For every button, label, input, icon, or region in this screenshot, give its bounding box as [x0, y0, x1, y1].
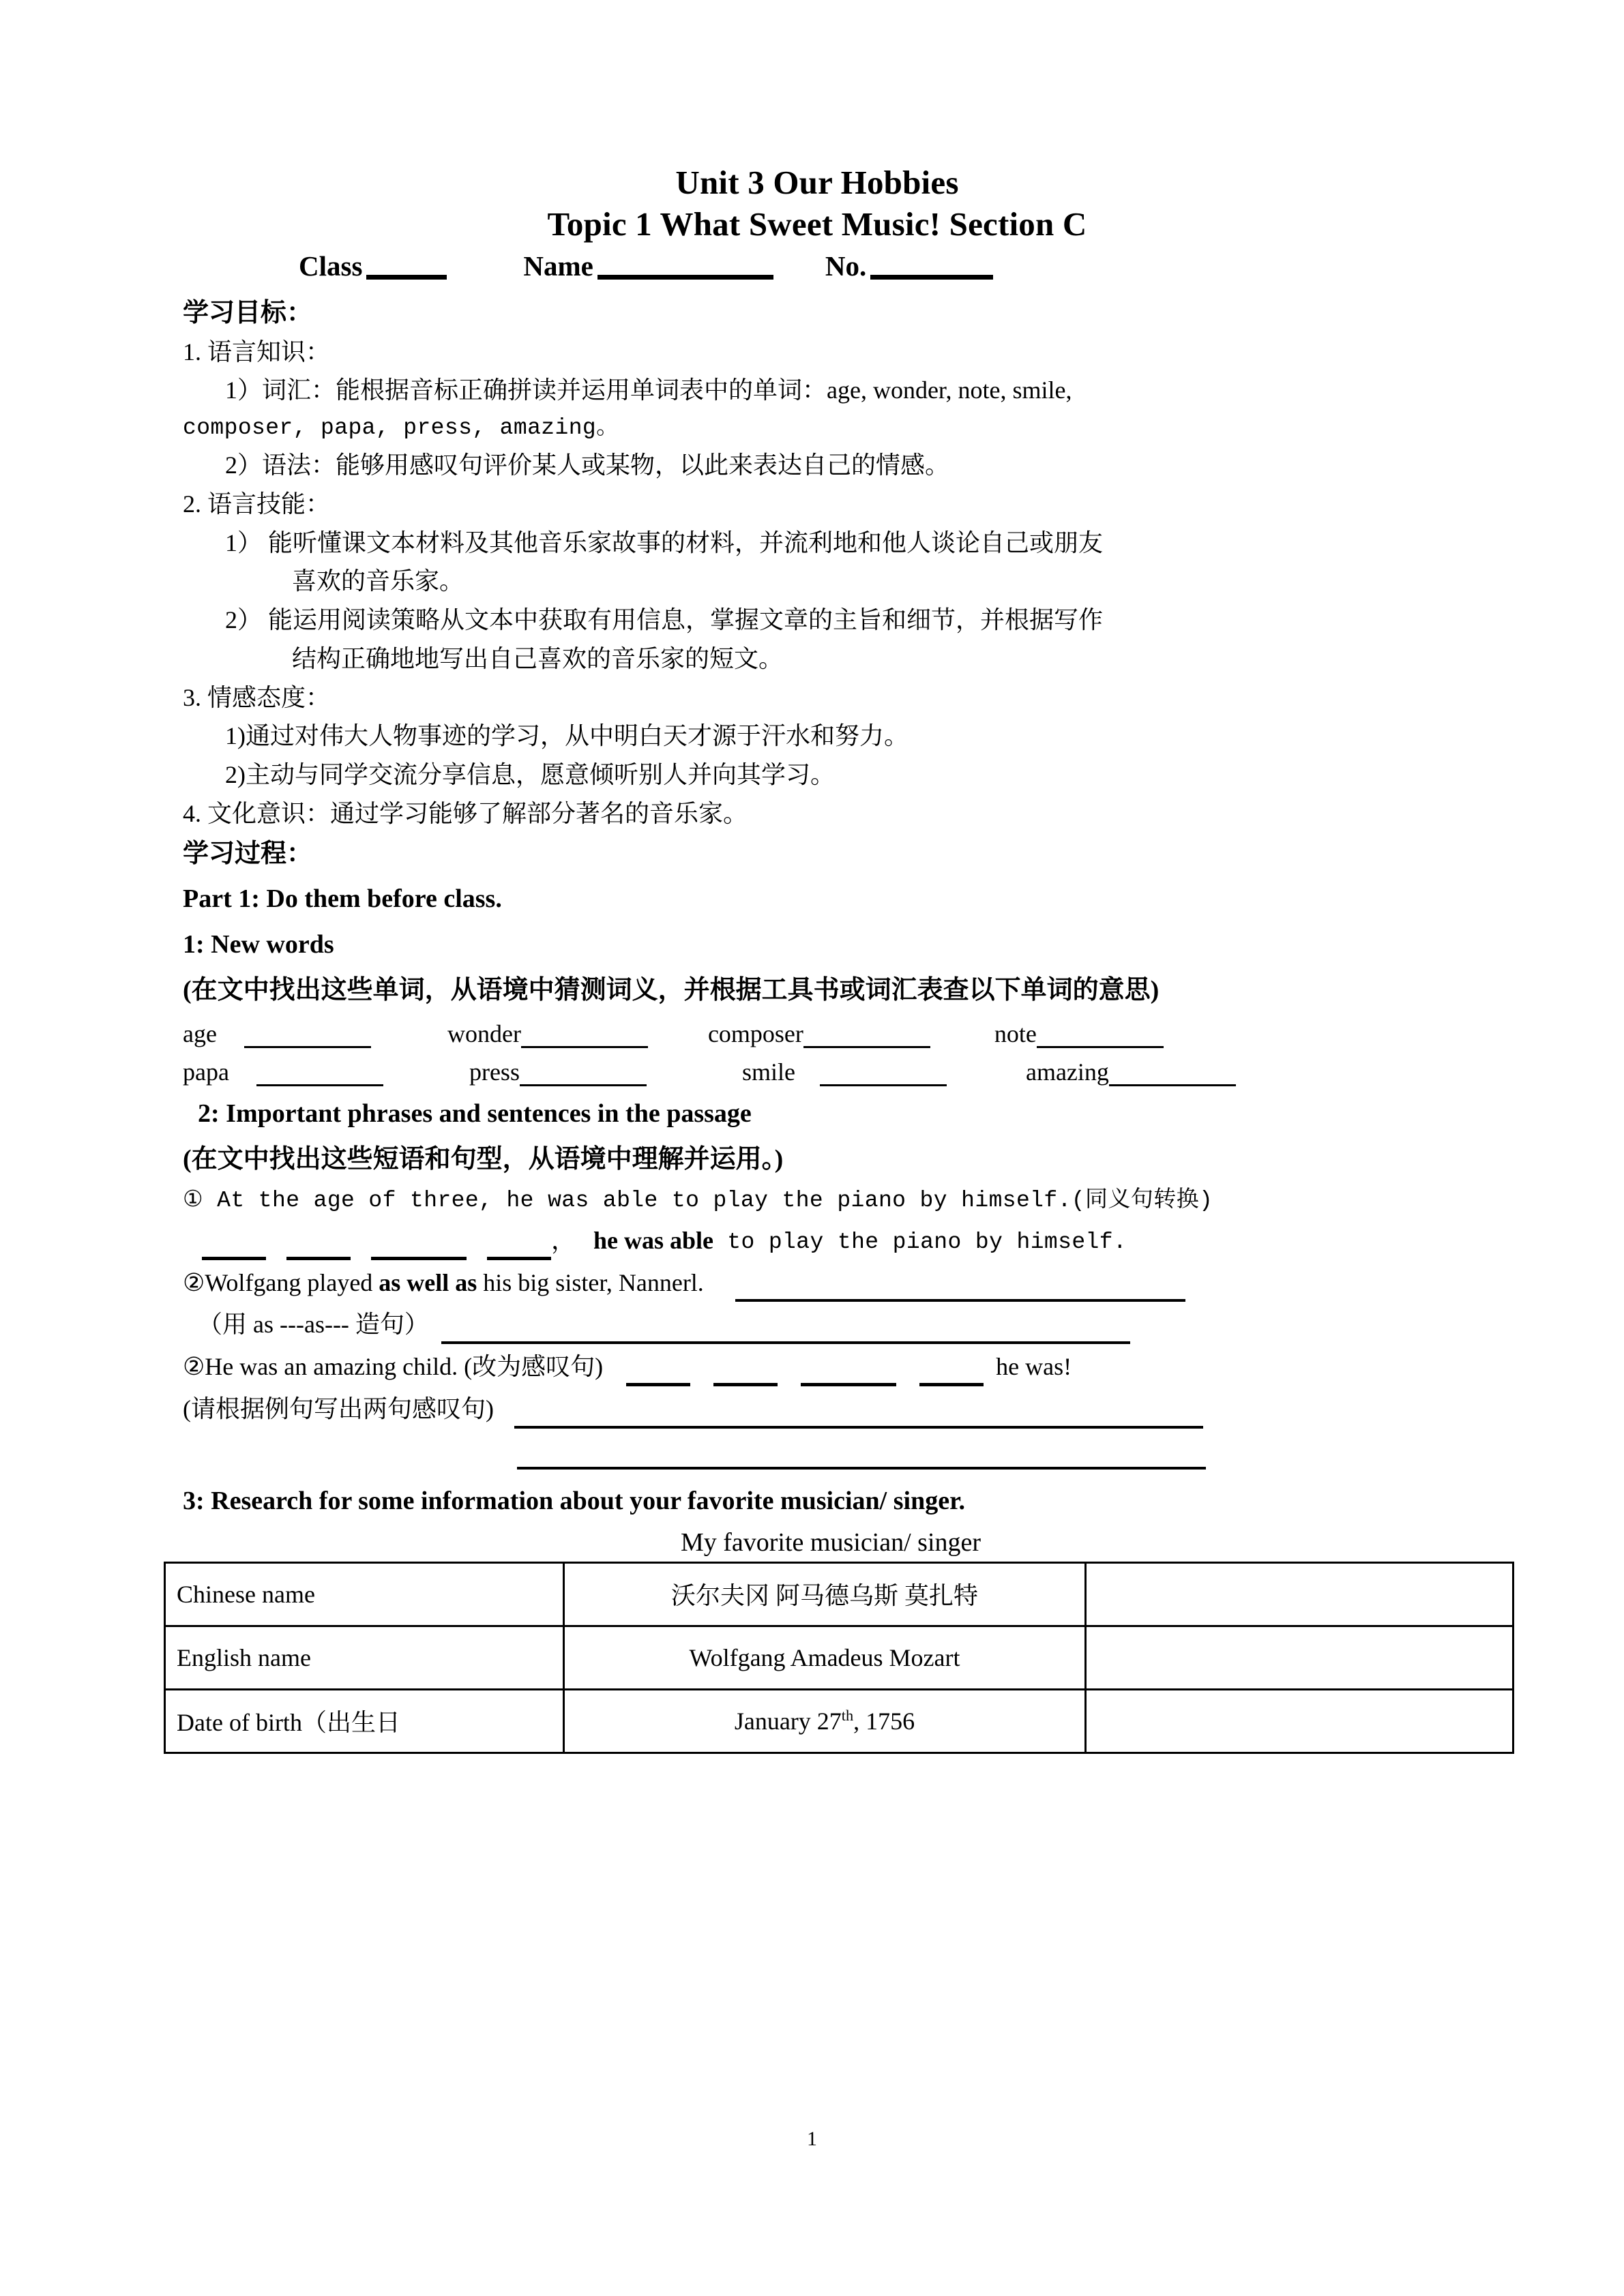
no-label: No.	[825, 250, 867, 282]
table-row	[165, 1689, 1514, 1753]
word-entry-composer	[708, 1019, 930, 1048]
q2-sub-as-pattern: as ---as---	[253, 1311, 349, 1339]
class-blank[interactable]	[366, 254, 447, 280]
table-cell-value-date[interactable]	[564, 1689, 1086, 1753]
table-caption: My favorite musician/ singer	[680, 1527, 981, 1557]
word-entry-papa	[183, 1058, 383, 1086]
table-cell-extra[interactable]	[1086, 1562, 1514, 1626]
q3-text: ②He was an amazing child. (改为感叹句)	[183, 1353, 604, 1381]
section-2-note: (在文中找出这些短语和句型，从语境中理解并运用。)	[183, 1144, 784, 1174]
musician-info-table	[164, 1562, 1514, 1754]
question-2-sub-line	[183, 1306, 1451, 1344]
table-row	[165, 1626, 1514, 1689]
question-1-text: ① At the age of three, he was able to play the piano by himself.	[183, 1187, 1072, 1213]
objective-item-1-sub-1: 1）词汇：能根据音标正确拼读并运用单词表中的单词：age, wonder, note, smile,	[225, 376, 1072, 404]
q2-answer-rule[interactable]	[735, 1279, 1185, 1302]
objective-item-3-sub-2: 2)主动与同学交流分享信息，愿意倾听别人并向其学习。	[225, 761, 835, 789]
date-year: , 1756	[853, 1707, 915, 1735]
question-2-line	[183, 1264, 1451, 1302]
q3-blank-4[interactable]	[919, 1365, 984, 1386]
table-cell-value[interactable]: Wolfgang Amadeus Mozart	[564, 1626, 1086, 1689]
word-blank-composer[interactable]	[803, 1028, 930, 1048]
objective-item-3: 3. 情感态度：	[183, 683, 331, 711]
objective-item-1-sub-1-continued: composer, papa, press, amazing。	[183, 415, 619, 441]
no-blank[interactable]	[870, 254, 993, 280]
q3-answer-rule-2[interactable]	[517, 1446, 1206, 1470]
word-label-smile: smile	[741, 1058, 795, 1086]
process-heading: 学习过程：	[183, 839, 313, 868]
word-entry-press	[469, 1058, 647, 1086]
word-label-note: note	[994, 1019, 1037, 1047]
word-blank-papa[interactable]	[256, 1067, 383, 1086]
date-text: January 27	[734, 1707, 842, 1735]
q1-blank-3[interactable]	[371, 1239, 467, 1260]
word-label-composer: composer	[707, 1019, 803, 1047]
page-content	[177, 164, 1451, 1754]
question-3-line	[183, 1348, 1451, 1386]
name-blank[interactable]	[597, 254, 773, 280]
word-blank-age[interactable]	[244, 1028, 371, 1048]
objective-item-2-sub-2-cont: 结构正确地地写出自己喜欢的音乐家的短文。	[292, 644, 784, 672]
word-entry-amazing	[1026, 1058, 1236, 1086]
section-3-heading: 3: Research for some information about your favorite musician/ singer.	[183, 1486, 965, 1515]
q2-sub-prefix: （用	[198, 1311, 254, 1339]
q3-blank-1[interactable]	[626, 1365, 690, 1386]
table-cell-extra[interactable]	[1086, 1626, 1514, 1689]
objective-item-4: 4. 文化意识：通过学习能够了解部分著名的音乐家。	[183, 799, 748, 827]
student-identity-row	[183, 250, 1451, 282]
q2-suffix: his big sister, Nannerl.	[477, 1268, 704, 1296]
objective-item-1-sub-2: 2）语法：能够用感叹句评价某人或某物，以此来表达自己的情感。	[225, 451, 950, 479]
name-label: Name	[523, 250, 593, 282]
section-1-note: (在文中找出这些单词，从语境中猜测词义，并根据工具书或词汇表查以下单词的意思)	[183, 975, 1160, 1004]
table-cell-label: English name	[165, 1626, 564, 1689]
q3-answer-rule-1[interactable]	[514, 1405, 1203, 1429]
page-title-line-1: Unit 3 Our Hobbies	[675, 164, 959, 201]
question-3-note-line-2	[183, 1446, 1451, 1470]
section-1-heading: 1: New words	[183, 929, 334, 959]
new-words-row-2	[183, 1058, 1451, 1086]
question-1-tag: (同义句转换)	[1071, 1187, 1213, 1213]
word-label-press: press	[469, 1058, 520, 1086]
q3-note: (请根据例句写出两句感叹句)	[183, 1395, 494, 1422]
word-blank-wonder[interactable]	[521, 1028, 648, 1048]
question-3-note-line	[183, 1390, 1451, 1429]
q2-sub-answer-rule[interactable]	[441, 1321, 1130, 1344]
new-words-row-1	[183, 1019, 1451, 1048]
word-label-papa: papa	[183, 1058, 229, 1086]
word-entry-smile	[742, 1058, 947, 1086]
word-entry-age	[183, 1019, 371, 1048]
word-blank-amazing[interactable]	[1109, 1067, 1236, 1086]
q3-tail: he was!	[996, 1353, 1072, 1381]
date-ordinal-suffix: th	[841, 1706, 854, 1724]
q1-blank-1[interactable]	[202, 1239, 266, 1260]
table-cell-label: Date of birth（出生日	[165, 1689, 564, 1753]
word-label-age: age	[183, 1019, 217, 1047]
objectives-heading: 学习目标：	[183, 298, 313, 327]
page-title-line-2: Topic 1 What Sweet Music! Section C	[547, 205, 1087, 243]
table-cell-extra[interactable]	[1086, 1689, 1514, 1753]
table-cell-label: Chinese name	[165, 1562, 564, 1626]
objective-item-2-sub-1: 1） 能听懂课文本材料及其他音乐家故事的材料，并流利地和他人谈论自己或朋友	[225, 528, 1104, 556]
page-number: 1	[807, 2128, 817, 2150]
word-blank-smile[interactable]	[820, 1067, 947, 1086]
word-blank-note[interactable]	[1037, 1028, 1164, 1048]
table-cell-value[interactable]: 沃尔夫冈 阿马德乌斯 莫扎特	[564, 1562, 1086, 1626]
q2-bold-phrase: as well as	[379, 1268, 477, 1296]
question-1-answer-line	[183, 1222, 1451, 1260]
word-label-amazing: amazing	[1025, 1058, 1109, 1086]
q1-bold-phrase: he was able	[593, 1226, 714, 1254]
part-1-heading: Part 1: Do them before class.	[183, 884, 502, 913]
objective-item-3-sub-1: 1)通过对伟大人物事迹的学习，从中明白天才源于汗水和努力。	[225, 722, 909, 750]
word-blank-press[interactable]	[520, 1067, 647, 1086]
q3-blank-2[interactable]	[713, 1365, 778, 1386]
q1-comma: ，	[551, 1226, 576, 1254]
q2-prefix: ②Wolfgang played	[183, 1268, 379, 1296]
question-1-line	[183, 1183, 1451, 1218]
q1-rest: to play the piano by himself.	[713, 1229, 1127, 1255]
word-label-wonder: wonder	[447, 1019, 521, 1047]
q2-sub-suffix: 造句）	[349, 1311, 429, 1339]
q3-blank-3[interactable]	[801, 1365, 896, 1386]
table-row	[165, 1562, 1514, 1626]
q1-blank-2[interactable]	[286, 1239, 351, 1260]
objective-item-2: 2. 语言技能：	[183, 490, 331, 518]
word-entry-note	[994, 1019, 1164, 1048]
class-label: Class	[299, 250, 363, 282]
objective-item-2-sub-1-cont: 喜欢的音乐家。	[292, 567, 464, 595]
word-entry-wonder	[447, 1019, 648, 1048]
section-2-heading: 2: Important phrases and sentences in the passage	[198, 1099, 752, 1128]
objective-item-1: 1. 语言知识：	[183, 338, 331, 366]
objective-item-2-sub-2: 2） 能运用阅读策略从文本中获取有用信息，掌握文章的主旨和细节，并根据写作	[225, 606, 1104, 634]
q1-blank-4[interactable]	[487, 1239, 551, 1260]
